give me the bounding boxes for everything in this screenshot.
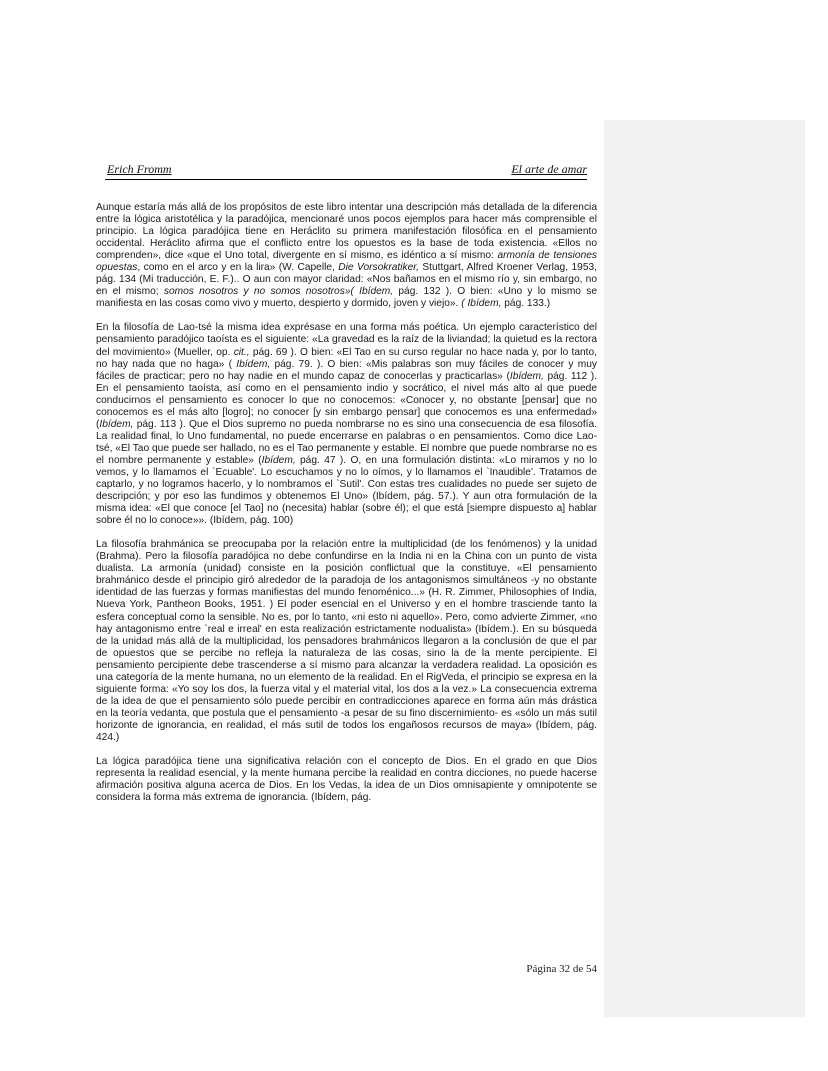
document-body — [96, 202, 597, 816]
text-run: En la filosofía de Lao-tsé la misma idea exprésase en una forma más poética. Un ejemplo característico del pensamiento paradójico taoísta es el siguiente: «La gravedad es la raíz de la liviandad; la quietud es la rectora del movimiento» (Mueller, op. — [96, 322, 597, 358]
text-run: La filosofía brahmánica se preocupaba por la relación entre la multiplicidad (de los fenómenos) y la unidad (Brahma). Pero la filosofía paradójica no debe confundirse en la India ni en la China con un punto de vista dualista. La armonía (unidad) consiste en la posición conflictual que la constituye. «El pensamiento brahmánico desde el principio giró alrededor de la paradoja de los antagonismos simultáneos -y no obstante identidad de las fuerzas y formas manifiestas del mundo fenoménico...» (H. R. Zimmer, Philosophies of India, Nueva York, Pantheon Books, 1951. ) El poder esencial en el Universo y en el hombre trasciende tanto la esfera conceptual como la sensible. No es, por lo tanto, «ni esto ni aquello». Pero, como advierte Zimmer, «no hay antagonismo entre `real e irreal' en esta realización estrictamente nodualista» (Ibídem.). En su búsqueda de la unidad más allá de la multiplicidad, los pensadores brahmánicos llegaron a la conclusión de que el par de opuestos que se percibe no refleja la naturaleza de las cosas, sino la de la mente percipiente. El pensamiento percipiente debe trascenderse a sí mismo para alcanzar la verdadera realidad. La oposición es una categoría de la mente humana, no un elemento de la realidad. En el RigVeda, el principio se expresa en la siguiente forma: «Yo soy los dos, la fuerza vital y el material vital, los dos a la vez.» La consecuencia extrema de la idea de que el pensamiento sólo puede percibir en contradicciones aparece en forma aún más drástica en la teoría vedanta, que postula que el pensamiento -a pesar de su fino discernimiento- es «sólo un más sutil horizonte de ignorancia, en realidad, el más sutil de todos los engañosos recursos de maya» (Ibídem, pág. 424.) — [96, 539, 597, 743]
italic-text: somos nosotros y no somos nosotros»( Ibídem, — [163, 286, 394, 298]
paragraph — [96, 756, 597, 804]
text-run: , como en el arco y en la lira» (W. Capelle, — [137, 262, 339, 274]
italic-text: Ibídem, — [99, 418, 134, 430]
text-run: pág. 79. ). O bien: «Mis palabras son muy fáciles de conocer y muy fáciles de practicar; pero no hay nadie en el mundo capaz de conocerlas y practicarlas» ( — [96, 358, 597, 382]
text-run: La lógica paradójica tiene una significativa relación con el concepto de Dios. En el grado en que Dios representa la realidad esencial, y la mente humana percibe la realidad en contra dicciones, no puede hacerse afirmación positiva alguna acerca de Dios. En los Vedas, la idea de un Dios omnisapiente y omnipotente se considera la forma más extrema de ignorancia. (Ibídem, pág. — [96, 756, 597, 804]
italic-text: Die Vorsokratiker, — [338, 262, 419, 274]
paragraph — [96, 322, 597, 527]
italic-text: ( Ibídem, — [461, 298, 502, 310]
text-run: Stuttgart, Alfred Kroener Verlag, 1953, pág. 134 (Mi traducción, E. F.).. O aun con mayor claridad: «Nos bañamos en el mismo río y, sin embargo, no en el mismo; — [96, 262, 597, 298]
text-run: pág. 113 ). Que el Dios supremo no pueda nombrarse no es sino una consecuencia de esa filosofía. La realidad final, lo Uno fundamental, no puede encerrarse en palabras o en pensamientos. Como dice Lao-tsé, «El Tao que puede ser hallado, no es el Tao permanente y estable. El nombre que puede nombrarse no es el nombre permanente y estable» ( — [96, 418, 597, 466]
text-run: Aunque estaría más allá de los propósitos de este libro intentar una descripción más detallada de la diferencia entre la lógica aristotélica y la paradójica, mencionaré unos pocos ejemplos para hacer más comprensible el principio. La lógica paradójica tiene en Heráclito su primera manifestación filosófica en el pensamiento occidental. Heráclito afirma que el conflicto entre los opuestos es la base de toda existencia. «Ellos no comprenden», dice «que el Uno total, divergente en sí mismo, es idéntico a sí mismo: — [96, 202, 597, 262]
comments-pane — [604, 120, 805, 1017]
header-author: Erich Fromm — [107, 162, 172, 176]
italic-text: Ibídem, — [236, 358, 271, 370]
text-run: pág. 112 ). En el pensamiento taoísta, así como en el pensamiento indio y socrático, el nivel más alto al que puede conducirnos el pensamiento es conocer lo que no conocemos: «Conocer y, no obstante [pensar] que no conocemos es el más alto [logro]; no conocer [y sin embargo pensar] que conocemos es una enfermedad» ( — [96, 370, 597, 430]
italic-text: Ibídem, — [261, 454, 296, 466]
italic-text: cit., — [233, 346, 250, 358]
header-book-title: El arte de amar — [511, 162, 587, 176]
paragraph — [96, 202, 597, 310]
text-run: pág. 132 ). O bien: «Uno y lo mismo se manifiesta en las cosas como vivo y muerto, despierto y dormido, joven y viejo». — [96, 286, 597, 310]
text-run: pág. 47 ). O, en una formulación distinta: «Lo miramos y no lo vemos, y lo llamamos el `Ecuable'. Lo escuchamos y no lo oímos, y lo llamamos el `Inaudible'. Tratamos de captarlo, y no logramos hacerlo, y lo nombramos el `Sutil'. Con estas tres cualidades no puede ser sujeto de descripción; y por eso las fundimos y obtenemos El Uno» (Ibídem, pág. 57.). Y aun otra formulación de la misma idea: «El que conoce [el Tao] no (necesita) hablar (sobre él); el que está [siempre dispuesto a] hablar sobre él no lo conoce»». (Ibídem, pág. 100) — [96, 454, 598, 527]
italic-text: Ibídem, — [509, 370, 544, 382]
paragraph — [96, 539, 597, 744]
page-number: Página 32 de 54 — [526, 963, 597, 975]
page-header — [105, 162, 587, 180]
text-run: pág. 133.) — [501, 298, 551, 310]
text-run: pág. 69 ). O bien: «El Tao en su curso regular no hace nada y, por lo tanto, no hay nada que no haga» ( — [96, 346, 597, 370]
italic-text: armonía de tensiones opuestas — [96, 250, 597, 274]
